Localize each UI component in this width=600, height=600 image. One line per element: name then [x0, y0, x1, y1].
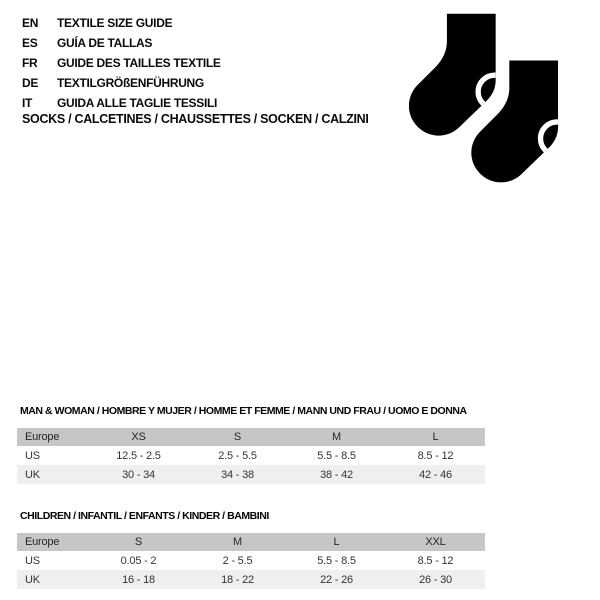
- size-value: 2.5 - 5.5: [218, 449, 257, 462]
- table-header-row: [17, 533, 485, 551]
- language-label: TEXTILE SIZE GUIDE: [57, 16, 173, 30]
- table-header-row: [17, 428, 485, 446]
- table-row-uk: [17, 570, 485, 589]
- size-value: 30 - 34: [122, 468, 155, 481]
- language-code: EN: [22, 16, 39, 30]
- table-title: MAN & WOMAN / HOMBRE Y MUJER / HOMME ET FEMME / MANN UND FRAU / UOMO E DONNA: [20, 405, 467, 417]
- language-row-it: [22, 93, 221, 113]
- size-value: 8.5 - 12: [417, 554, 454, 567]
- language-row-fr: [22, 53, 221, 73]
- language-row-es: [22, 33, 221, 53]
- language-code: IT: [22, 96, 33, 110]
- column-header: M: [332, 431, 341, 443]
- socks-icon: [406, 13, 560, 188]
- size-value: 5.5 - 8.5: [317, 554, 356, 567]
- column-header: Europe: [25, 536, 60, 548]
- children-size-table: [17, 510, 485, 589]
- column-header: XS: [131, 431, 146, 443]
- size-value: 5.5 - 8.5: [317, 449, 356, 462]
- size-value: 42 - 46: [419, 468, 452, 481]
- row-label: US: [25, 449, 40, 462]
- column-header: M: [233, 536, 242, 548]
- size-value: 8.5 - 12: [417, 449, 454, 462]
- column-header: L: [432, 431, 439, 443]
- language-label: TEXTILGRÖßENFÜHRUNG: [57, 76, 204, 90]
- column-header: XXL: [425, 536, 446, 548]
- size-value: 34 - 38: [221, 468, 254, 481]
- row-label: US: [25, 554, 40, 567]
- size-value: 12.5 - 2.5: [116, 449, 161, 462]
- column-header: S: [134, 536, 143, 548]
- column-header: Europe: [25, 431, 60, 443]
- table-row-us: [17, 551, 485, 570]
- language-label: GUIDA ALLE TAGLIE TESSILI: [57, 96, 218, 110]
- man-woman-size-table: [17, 405, 485, 484]
- language-label: GUÍA DE TALLAS: [57, 36, 153, 50]
- product-line-title: SOCKS / CALCETINES / CHAUSSETTES / SOCKEN / CALZINI: [22, 112, 369, 126]
- column-header: S: [233, 431, 242, 443]
- language-label: GUIDE DES TAILLES TEXTILE: [57, 56, 221, 70]
- table-row-us: [17, 446, 485, 465]
- table-title: CHILDREN / INFANTIL / ENFANTS / KINDER / BAMBINI: [20, 510, 269, 522]
- size-value: 18 - 22: [221, 573, 254, 586]
- size-value: 0.05 - 2: [120, 554, 157, 567]
- language-code: FR: [22, 56, 38, 70]
- language-code: ES: [22, 36, 38, 50]
- table-row-uk: [17, 465, 485, 484]
- row-label: UK: [25, 468, 40, 481]
- language-list: [22, 13, 221, 113]
- row-label: UK: [25, 573, 40, 586]
- size-value: 16 - 18: [122, 573, 155, 586]
- size-value: 38 - 42: [320, 468, 353, 481]
- language-row-de: [22, 73, 221, 93]
- size-value: 2 - 5.5: [222, 554, 253, 567]
- size-value: 26 - 30: [419, 573, 452, 586]
- size-value: 22 - 26: [320, 573, 353, 586]
- language-row-en: [22, 13, 221, 33]
- language-code: DE: [22, 76, 39, 90]
- column-header: L: [333, 536, 340, 548]
